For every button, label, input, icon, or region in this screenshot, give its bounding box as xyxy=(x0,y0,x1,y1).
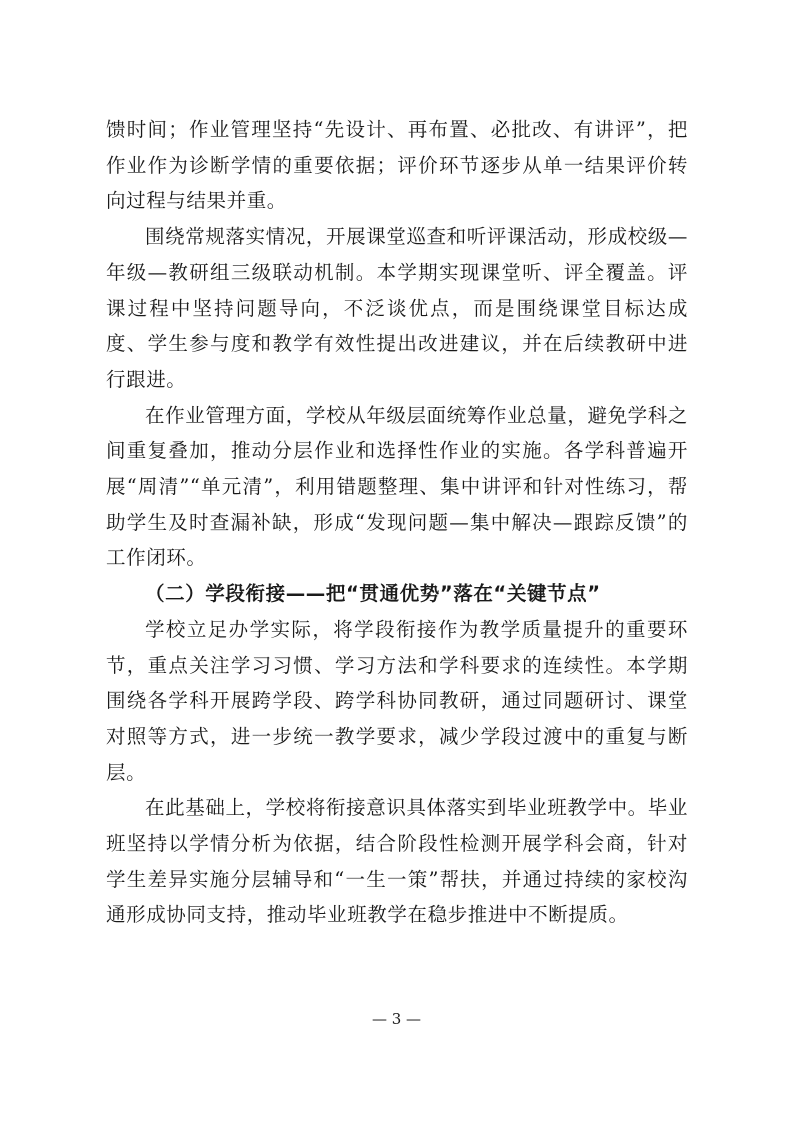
page-number: — 3 — xyxy=(371,1010,422,1028)
section-heading: （二）学段衔接——把“贯通优势”落在“关键节点” xyxy=(145,582,601,606)
document-body xyxy=(106,112,688,933)
paragraph-homework-management: 在作业管理方面，学校从年级层面统筹作业总量，避免学科之间重复叠加，推动分层作业和选择性作业的实施。各学科普遍开展“周清”“单元清”，利用错题整理、集中讲评和针对性练习，帮助学生及时查漏补缺，形成“发现问题—集中解决—跟踪反馈”的工作闭环。 xyxy=(106,403,688,570)
paragraph-graduating-class: 在此基础上，学校将衔接意识具体落实到毕业班教学中。毕业班坚持以学情分析为依据，结合阶段性检测开展学科会商，针对学生差异实施分层辅导和“一生一策”帮扶，并通过持续的家校沟通形成协同支持，推动毕业班教学在稳步推进中不断提质。 xyxy=(106,796,688,927)
paragraph-continued: 馈时间；作业管理坚持“先设计、再布置、必批改、有讲评”，把作业作为诊断学情的重要依据；评价环节逐步从单一结果评价转向过程与结果并重。 xyxy=(106,118,688,213)
paragraph-stage-transition: 学校立足办学实际，将学段衔接作为教学质量提升的重要环节，重点关注学习习惯、学习方法和学科要求的连续性。本学期围绕各学科开展跨学段、跨学科协同教研，通过同题研讨、课堂对照等方式，进一步统一教学要求，减少学段过渡中的重复与断层。 xyxy=(106,617,688,784)
paragraph-classroom-inspection: 围绕常规落实情况，开展课堂巡查和听评课活动，形成校级—年级—教研组三级联动机制。本学期实现课堂听、评全覆盖。评课过程中坚持问题导向，不泛谈优点，而是围绕课堂目标达成度、学生参与度和教学有效性提出改进建议，并在后续教研中进行跟进。 xyxy=(106,225,688,391)
